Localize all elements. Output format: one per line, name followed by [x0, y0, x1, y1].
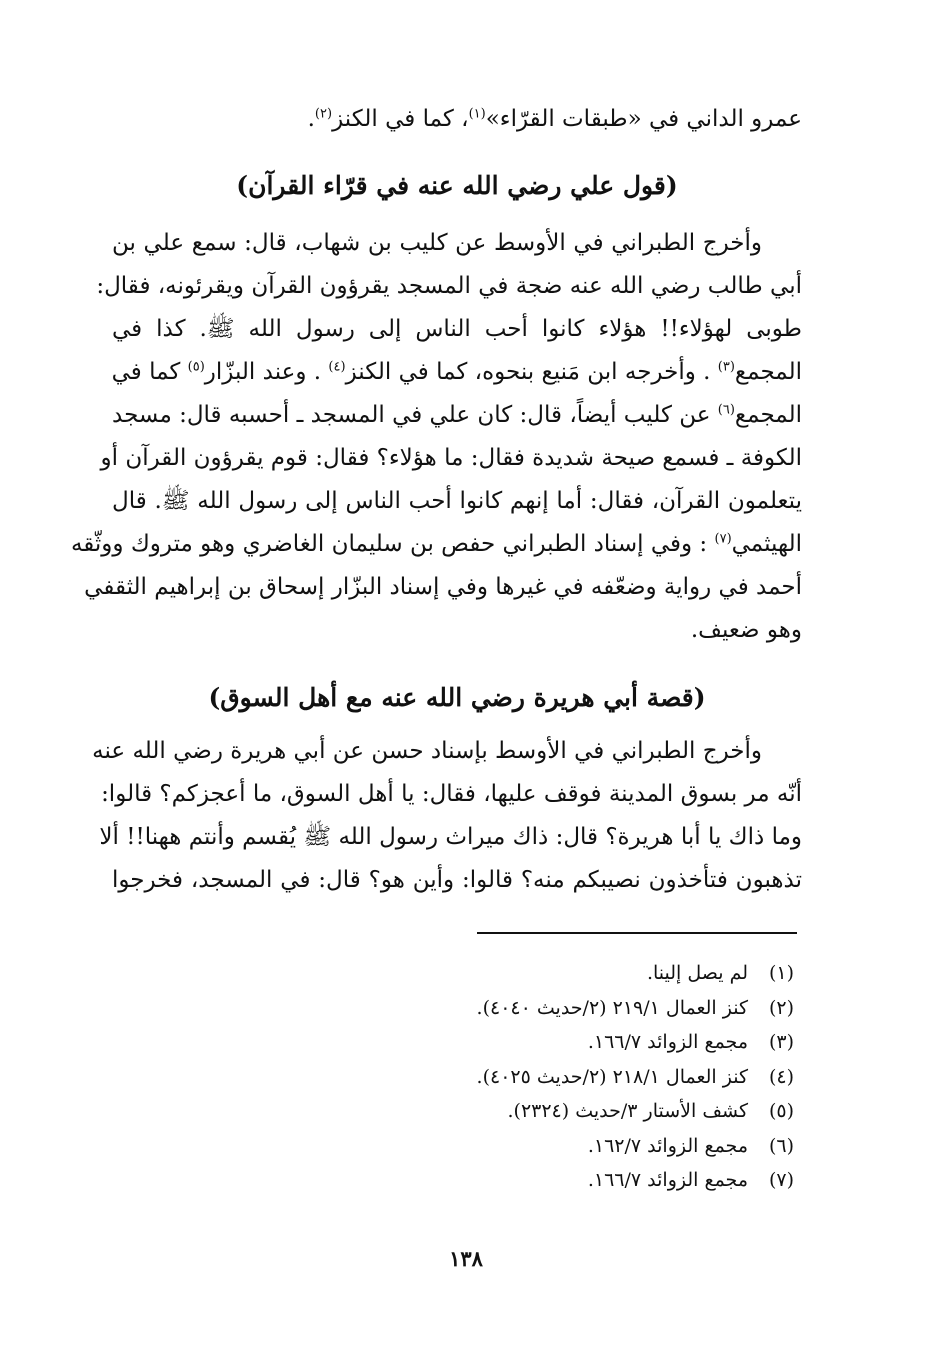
footnote-text: لم يصل إلينا. — [646, 962, 748, 984]
section-heading-abu-hurayra: (قصة أبي هريرة رضي الله عنه مع أهل السوق) — [208, 683, 706, 712]
footnote-number: (٦) — [768, 1134, 794, 1157]
footnote-number: (٧) — [768, 1169, 794, 1191]
section-1-paragraph — [70, 222, 803, 652]
text-line: وأخرج الطبراني في الأوسط بإسناد حسن عن أبي هريرة رضي الله عنه — [92, 738, 762, 764]
footnote-text: مجمع الزوائد ١٦٦/٧. — [587, 1169, 748, 1191]
footnote-ref: (٣) — [717, 359, 735, 375]
footnote-ref: (٥) — [187, 359, 205, 375]
text-line: تذهبون فتأخذون نصيبكم منه؟ قالوا: وأين هو؟ قال: في المسجد، فخرجوا — [112, 867, 802, 893]
footnote-ref: (٢) — [314, 106, 333, 122]
footnote-text: كشف الأستار ٣/حديث (٢٣٢٤). — [507, 1100, 748, 1122]
footnote-number: (٥) — [768, 1100, 794, 1122]
text-line: طوبى لهؤلاء!! هؤلاء كانوا أحب الناس إلى رسول الله ﷺ. كذا في — [112, 316, 802, 342]
text-line: المجمع$^{(٣)}$ . وأخرجه ابن مَنيع بنحوه، كما في الكنز$^{(٤)}$ . وعند البزّار$^{(٥)}$ كما في — [111, 359, 802, 385]
text-line: أبي طالب رضي الله عنه ضجة في المسجد يقرؤون القرآن ويقرئونه، فقال: — [96, 273, 802, 299]
text-line: يتعلمون القرآن، فقال: أما إنهم كانوا أحب الناس إلى رسول الله ﷺ. قال — [112, 488, 802, 514]
footnote-divider — [477, 932, 797, 934]
text-line: وما ذاك يا أبا هريرة؟ قال: ذاك ميراث رسول الله ﷺ يُقسم وأنتم ههنا!! ألا — [99, 824, 802, 850]
footnote-text: مجمع الزوائد ١٦٦/٧. — [587, 1031, 748, 1053]
text-line: المجمع$^{(٦)}$ عن كليب أيضاً، قال: كان علي في المسجد ـ أحسبه قال: مسجد — [112, 402, 803, 428]
footnote-item — [134, 991, 794, 1026]
footnote-item — [134, 1060, 794, 1095]
intro-paragraph — [112, 98, 802, 141]
footnotes-list — [134, 956, 794, 1198]
footnote-text: كنز العمال ٢١٨/١ (٢/حديث ٤٠٢٥). — [476, 1065, 748, 1088]
footnote-number: (١) — [768, 962, 794, 984]
footnote-text: مجمع الزوائد ١٦٢/٧. — [587, 1134, 748, 1157]
footnote-item — [134, 1163, 794, 1198]
page-number: ١٣٨ — [449, 1246, 483, 1271]
text-line: الكوفة ـ فسمع صيحة شديدة فقال: ما هؤلاء؟ فقال: قوم يقرؤون القرآن أو — [100, 445, 802, 471]
footnote-ref: (٦) — [717, 402, 735, 418]
text-line: وهو ضعيف. — [690, 617, 802, 643]
footnote-item — [134, 1094, 794, 1129]
footnote-ref: (٤) — [328, 359, 346, 375]
text-line: أنّه مر بسوق المدينة فوقف عليها، فقال: يا أهل السوق، ما أعجزكم؟ قالوا: — [101, 781, 802, 807]
text-line: الهيثمي$^{(٧)}$ : وفي إسناد الطبراني حفص بن سليمان الغاضري وهو متروك ووثّقه — [70, 531, 802, 557]
footnote-ref: (١) — [468, 106, 486, 122]
footnote-item — [134, 1129, 794, 1164]
footnote-number: (٣) — [768, 1031, 794, 1053]
footnote-text: كنز العمال ٢١٩/١ (٢/حديث ٤٠٤٠). — [476, 996, 748, 1019]
footnote-ref: (٧) — [714, 531, 732, 547]
footnote-item — [134, 956, 794, 991]
footnote-number: (٢) — [768, 996, 794, 1019]
intro-line: عمرو الداني في «طبقات القرّاء»$^{(١)}$، كما في الكنز$^{(٢)}$. — [307, 106, 802, 132]
section-heading-ali: (قول علي رضي الله عنه في قرّاء القرآن) — [236, 171, 678, 200]
text-line: وأخرج الطبراني في الأوسط عن كليب بن شهاب، قال: سمع علي بن — [112, 230, 762, 256]
footnote-item — [134, 1025, 794, 1060]
footnote-number: (٤) — [768, 1065, 794, 1088]
text-line: أحمد في رواية وضعّفه في غيرها وفي إسناد البزّار إسحاق بن إبراهيم الثقفي — [84, 574, 802, 600]
section-2-paragraph — [92, 730, 802, 902]
